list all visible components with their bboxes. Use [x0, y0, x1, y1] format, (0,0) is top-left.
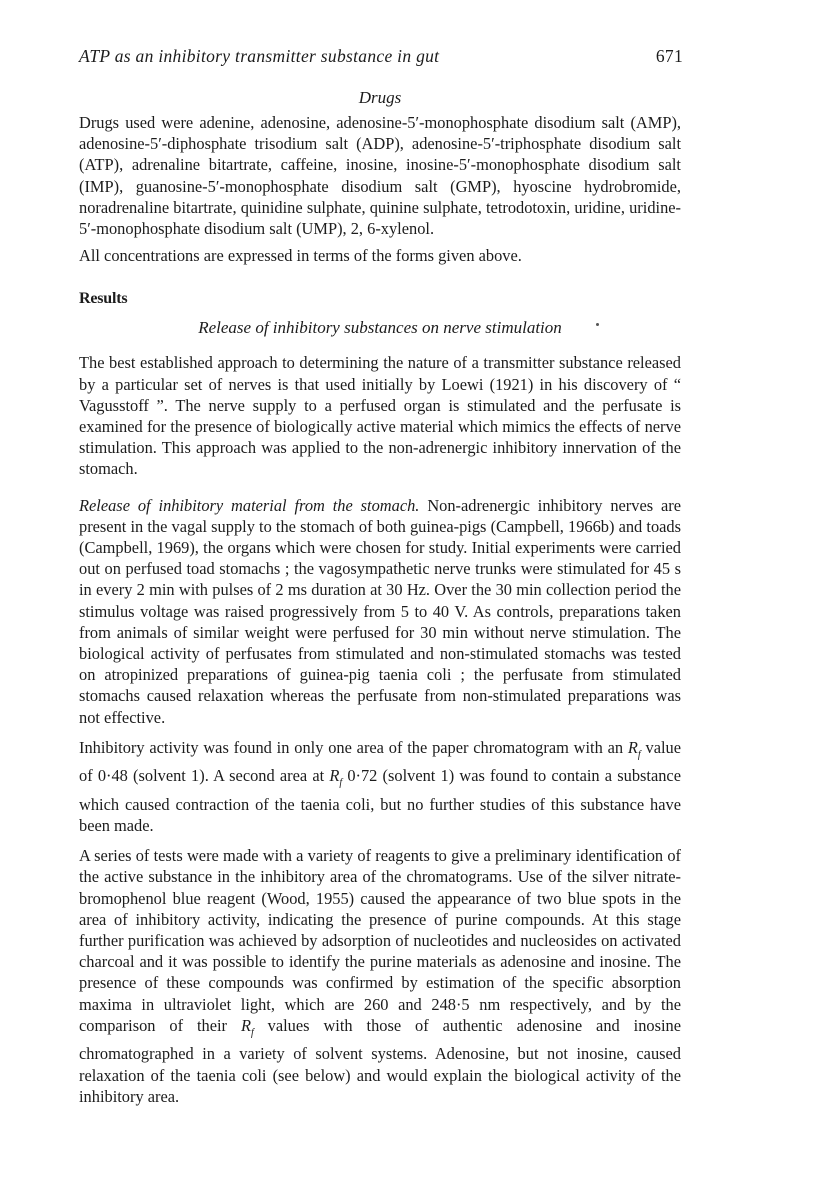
print-speck: [596, 323, 599, 326]
drugs-paragraph: Drugs used were adenine, adenosine, adenosine-5′-monophosphate disodium salt (AMP), adenosine-5′-diphosphate trisodium salt (ADP), adenosine-5′-triphosphate disodium salt (ATP), adrenaline bitartrate, caffeine, inosine, inosine-5′-monophosphate disodium salt (IMP), guanosine-5′-monophosphate disodium salt (GMP), hyoscine hydrobromide, noradrenaline bitartrate, quinidine sulphate, quinine sulphate, tetrodotoxin, uridine, uridine-5′-monophosphate disodium salt (UMP), 2, 6-xylenol.: [79, 113, 681, 239]
page-content: [79, 46, 681, 1107]
results-heading: Results: [79, 290, 128, 308]
results-paragraph-identification: A series of tests were made with a variety of reagents to give a preliminary identification of the active substance in the inhibitory area of the chromatograms. Use of the silver nitrate-bromophenol blue reagent (Wood, 1955) caused the appearance of two blue spots in the area of inhibitory activity, indicating the presence of purine compounds. At this stage further purification was achieved by adsorption of nucleotides and nucleosides on activated charcoal and it was possible to identify the purine materials as adenosine and inosine. The presence of these compounds was confirmed by estimation of the specific absorption maxima in ultraviolet light, which are 260 and 248·5 nm respectively, and by the comparison of their $R_f$ values with those of authentic adenosine and inosine chromatographed in a variety of solvent systems. Adenosine, but not inosine, caused relaxation of the taenia coli (see below) and would explain the biological activity of the inhibitory area.: [79, 846, 681, 1106]
results-paragraph-stomach: Release of inhibitory material from the stomach. Non-adrenergic inhibitory nerves are present in the vagal supply to the stomach of both guinea-pigs (Campbell, 1966b) and toads (Campbell, 1969), the organs which were chosen for study. Initial experiments were carried out on perfused toad stomachs ; the vagosympathetic nerve trunks were stimulated for 45 s in every 2 min with pulses of 2 ms duration at 30 Hz. Over the 30 min collection period the stimulus voltage was raised progressively from 5 to 40 V. As controls, preparations taken from animals of similar weight were perfused for 30 min without nerve stimulation. The biological activity of perfusates from stimulated and non-stimulated stomachs was tested on atropinized preparations of guinea-pig taenia coli ; the perfusate from stimulated stomachs caused relaxation whereas the perfusate from non-stimulated preparations was not effective.: [79, 495, 681, 727]
running-head-title: ATP as an inhibitory transmitter substance in gut: [79, 46, 440, 66]
concentrations-note: All concentrations are expressed in terms of the forms given above.: [79, 246, 522, 266]
run-in-heading: Release of inhibitory material from the stomach.: [79, 495, 420, 515]
drugs-heading: Drugs: [358, 88, 402, 107]
results-paragraph-chromatogram: Inhibitory activity was found in only one area of the paper chromatogram with an $R_f$ value of 0·48 (solvent 1). A second area at $R_f$ 0·72 (solvent 1) was found to contain a substance which caused contraction of the taenia coli, but no further studies of this substance have been made.: [79, 737, 682, 836]
results-paragraph-approach: The best established approach to determining the nature of a transmitter substance released by a particular set of nerves is that used initially by Loewi (1921) in his discovery of “ Vagusstoff ”. The nerve supply to a perfused organ is stimulated and the perfusate is examined for the presence of biologically active material which mimics the effects of nerve stimulation. This approach was applied to the non-adrenergic inhibitory innervation of the stomach.: [79, 353, 681, 479]
results-subheading: Release of inhibitory substances on nerve stimulation: [198, 318, 562, 338]
page-number: 671: [655, 46, 683, 66]
running-head: [79, 46, 681, 70]
